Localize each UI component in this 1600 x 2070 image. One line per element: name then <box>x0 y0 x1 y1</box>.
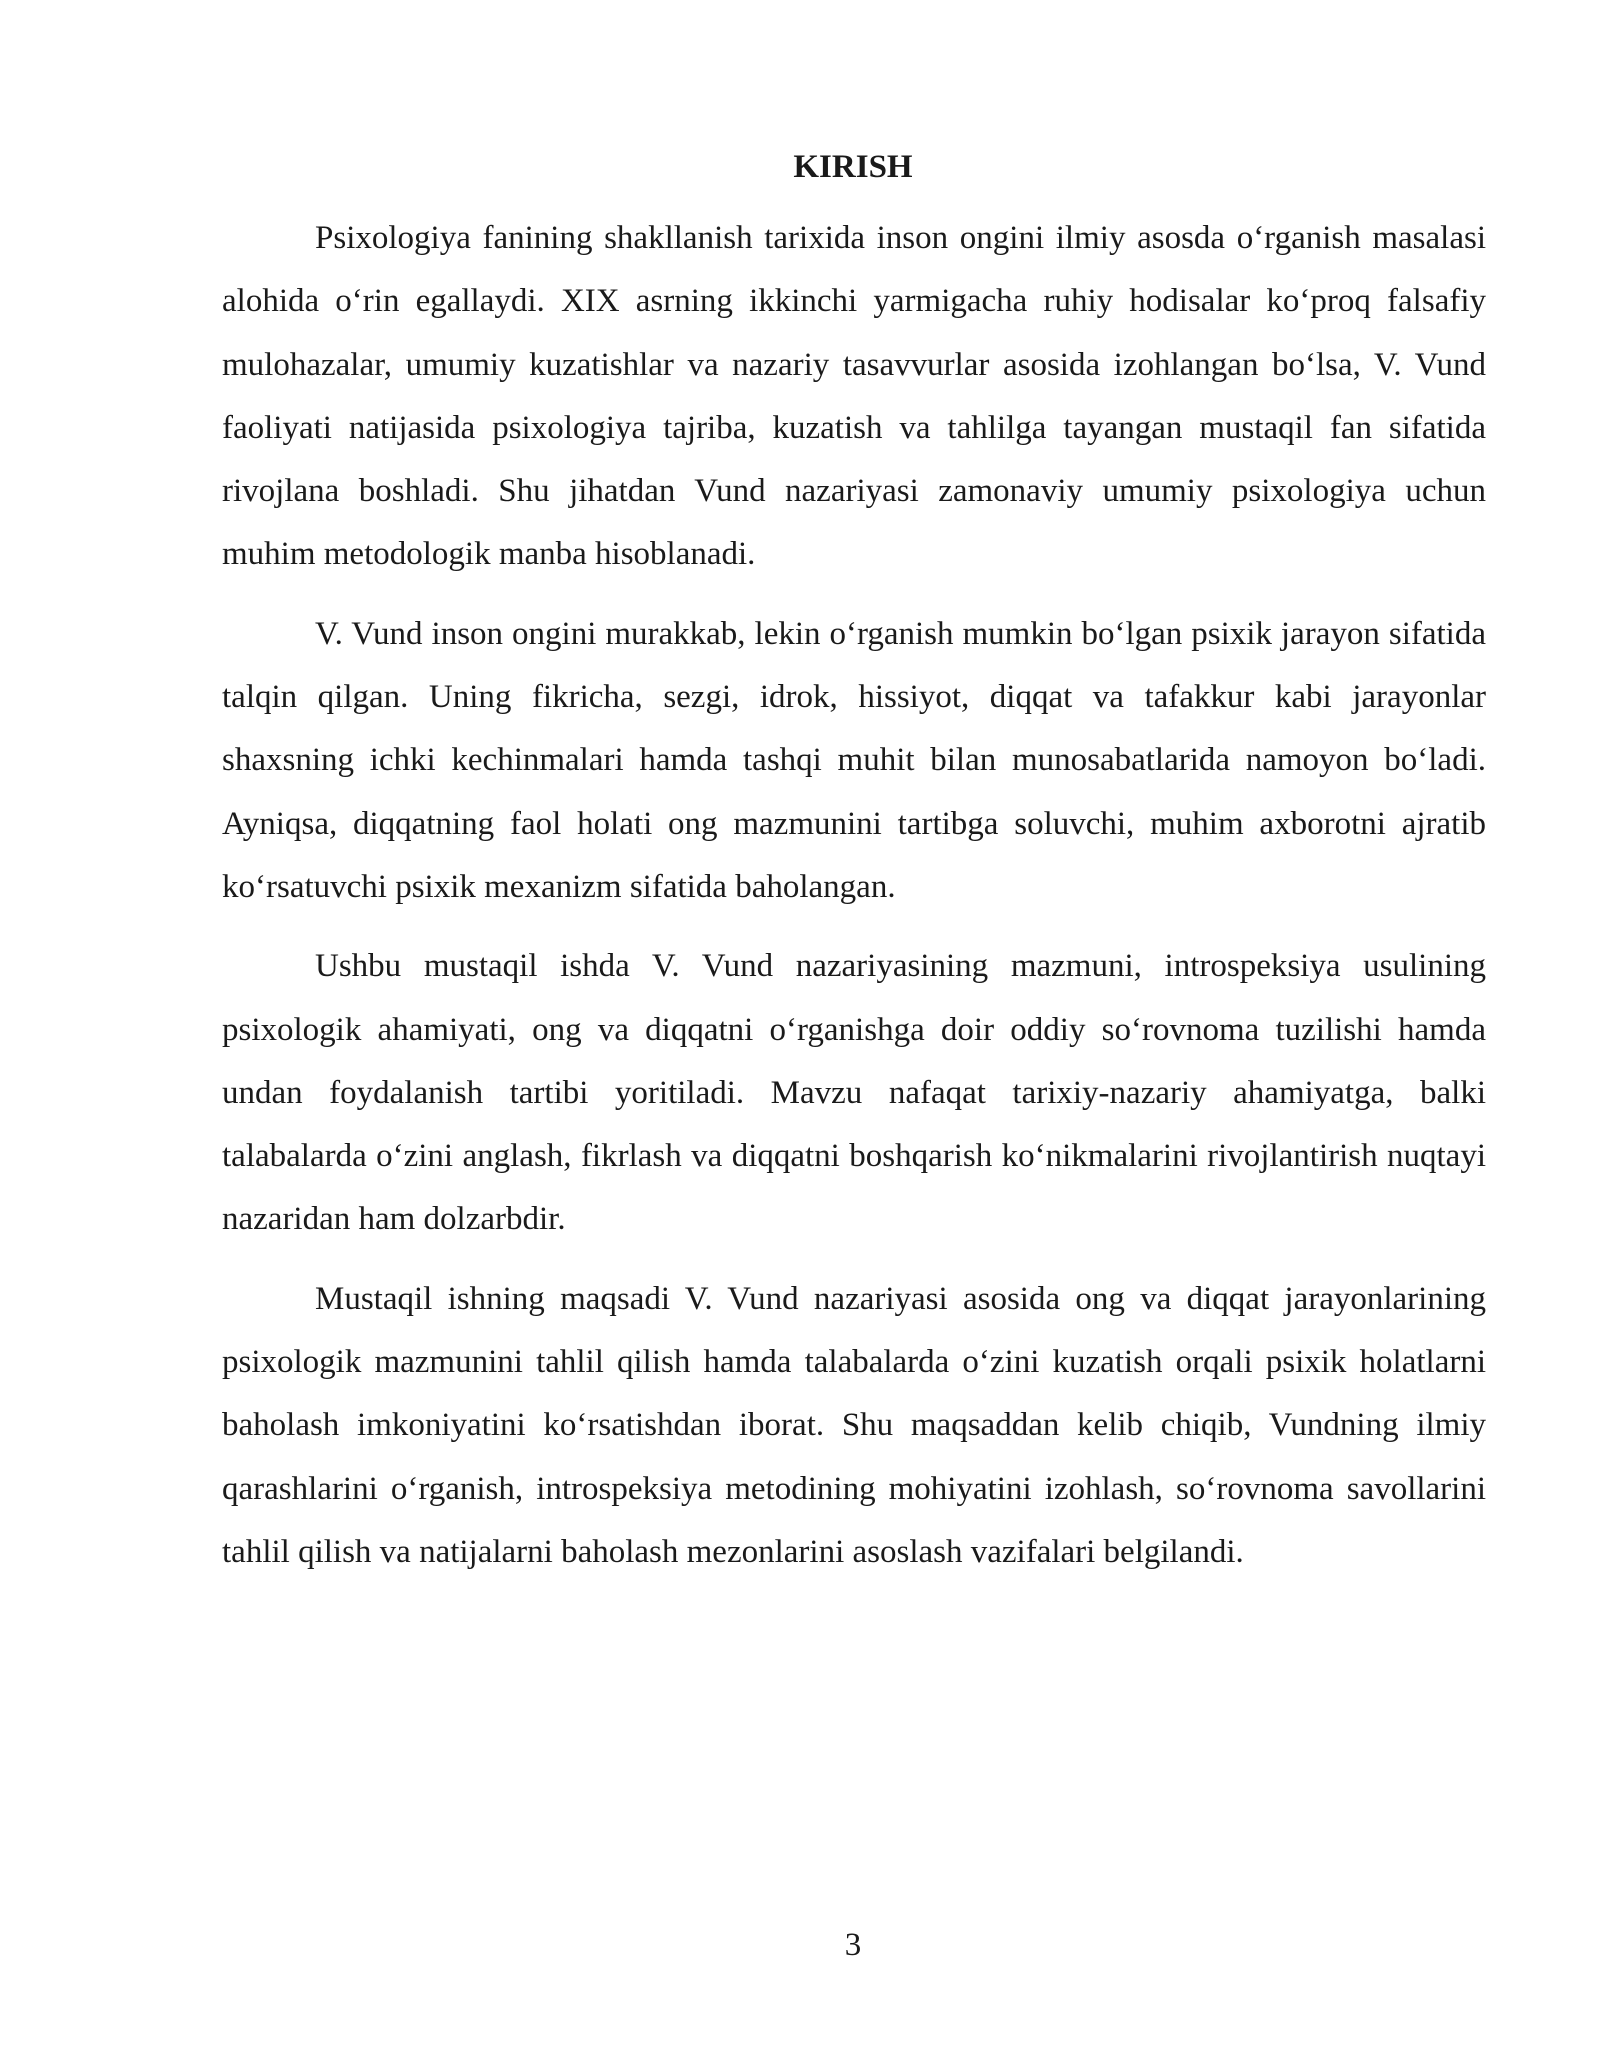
paragraph: V. Vund inson ongini murakkab, lekin o‘rganish mumkin bo‘lgan psixik jarayon sifatida talqin qilgan. Uning fikricha, sezgi, idrok, hissiyot, diqqat va tafakkur kabi jarayonlar shaxsning ichki kechinmalari hamda tashqi muhit bilan munosabatlarida namoyon bo‘ladi. Ayniqsa, diqqatning faol holati ong mazmunini tartibga soluvchi, muhim axborotni ajratib ko‘rsatuvchi psixik mexanizm sifatida baholangan. <box>222 615 1486 905</box>
paragraph: Mustaqil ishning maqsadi V. Vund nazariyasi asosida ong va diqqat jarayonlarining psixologik mazmunini tahlil qilish hamda talabalarda o‘zini kuzatish orqali psixik holatlarni baholash imkoniyatini ko‘rsatishdan iborat. Shu maqsaddan kelib chiqib, Vundning ilmiy qarashlarini o‘rganish, introspeksiya metodining mohiyatini izohlash, so‘rovnoma savollarini tahlil qilish va natijalarni baholash mezonlarini asoslash vazifalari belgilandi. <box>222 1280 1486 1570</box>
paragraph: Psixologiya fanining shakllanish tarixida inson ongini ilmiy asosda o‘rganish masalasi alohida o‘rin egallaydi. XIX asrning ikkinchi yarmigacha ruhiy hodisalar ko‘proq falsafiy mulohazalar, umumiy kuzatishlar va nazariy tasavvurlar asosida izohlangan bo‘lsa, V. Vund faoliyati natijasida psixologiya tajriba, kuzatish va tahlilga tayangan mustaqil fan sifatida rivojlana boshladi. Shu jihatdan Vund nazariyasi zamonaviy umumiy psixologiya uchun muhim metodologik manba hisoblanadi. <box>222 220 1486 573</box>
paragraph: Ushbu mustaqil ishda V. Vund nazariyasining mazmuni, introspeksiya usulining psixologik ahamiyati, ong va diqqatni o‘rganishga doir oddiy so‘rovnoma tuzilishi hamda undan foydalanish tartibi yoritiladi. Mavzu nafaqat tarixiy-nazariy ahamiyatga, balki talabalarda o‘zini anglash, fikrlash va diqqatni boshqarish ko‘nikmalarini rivojlantirish nuqtayi nazaridan ham dolzarbdir. <box>222 948 1486 1238</box>
section-title: KIRISH <box>793 149 913 185</box>
body-text <box>222 207 1486 1600</box>
page-number: 3 <box>844 1927 862 1963</box>
